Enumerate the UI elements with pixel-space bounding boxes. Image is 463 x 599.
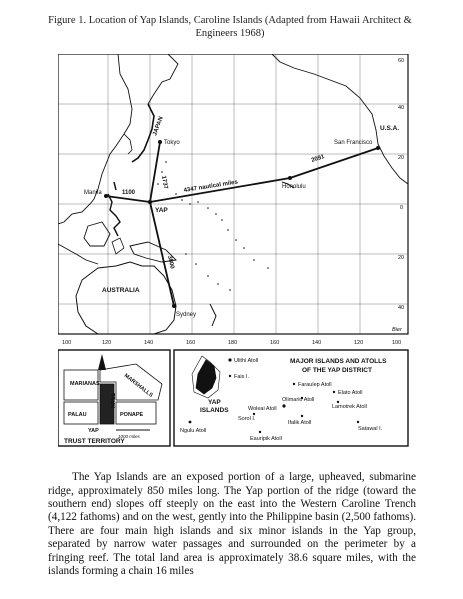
label-sydney: Sydney — [176, 312, 197, 318]
svg-text:100: 100 — [392, 340, 402, 346]
atoll-ifalik: Ifalik Atoll — [288, 420, 312, 426]
yap-inset-title-2: OF THE YAP DISTRICT — [302, 367, 372, 374]
trust-yap: YAP — [88, 428, 99, 434]
label-australia: AUSTRALIA — [102, 287, 140, 294]
svg-text:140: 140 — [312, 340, 322, 346]
location-map-figure — [58, 54, 410, 454]
svg-text:60: 60 — [398, 58, 405, 64]
distance-yap-honolulu: 4347 nautical miles — [183, 179, 239, 194]
svg-text:160: 160 — [186, 340, 196, 346]
map-credit: Bier — [392, 327, 402, 333]
distance-yap-tokyo: 1737 — [160, 175, 169, 190]
distance-yap-sydney: 3800 — [166, 255, 175, 270]
label-yap: YAP — [155, 207, 168, 214]
svg-text:120: 120 — [354, 340, 364, 346]
trust-marianas: MARIANAS — [70, 381, 100, 387]
svg-text:40: 40 — [398, 305, 405, 311]
trust-title: TRUST TERRITORY — [64, 438, 125, 445]
label-san-francisco: San Francisco — [334, 140, 373, 146]
svg-text:160: 160 — [270, 340, 280, 346]
yap-islands-label-2: ISLANDS — [200, 407, 229, 414]
svg-text:180: 180 — [228, 340, 238, 346]
body-paragraph: The Yap Islands are an exposed portion of a large, upheaved, submarine ridge, approximately 850 miles long. The Yap portion of the ridge (toward the southern end) slopes off steeply on the east into the Western Caroline Trench (4,122 fathoms) and on the west, gently into the Philippine basin (2,500 fathoms). There are four main high islands and six minor islands in the Yap group, separated by narrow water passages and surrounded on the perimeter by a fringing reef. The total land area is approximately 38.6 square miles, with the islands forming a chain 16 miles — [48, 471, 416, 578]
atoll-fais: Fais I. — [234, 374, 249, 380]
atoll-woleai: Woleai Atoll — [248, 406, 277, 412]
atoll-olimario: Olimario Atoll — [282, 397, 315, 403]
atoll-satawal: Satawal I. — [358, 426, 383, 432]
trust-marshalls: MARSHALLS — [122, 372, 154, 399]
longitude-ticks — [62, 340, 401, 346]
label-tokyo: Tokyo — [164, 140, 180, 146]
label-usa: U.S.A. — [380, 125, 400, 132]
label-honolulu: Honolulu — [282, 184, 306, 190]
trust-palau: PALAU — [68, 412, 87, 418]
svg-text:20: 20 — [398, 155, 405, 161]
trust-territory-inset — [58, 350, 170, 446]
svg-text:140: 140 — [144, 340, 154, 346]
distance-manila-yap: 1100 — [122, 190, 136, 196]
label-japan: JAPAN — [152, 115, 165, 137]
trust-ponape: PONAPE — [120, 412, 144, 418]
svg-text:40: 40 — [398, 105, 405, 111]
svg-text:20: 20 — [398, 255, 405, 261]
yap-inset-title-1: MAJOR ISLANDS AND ATOLLS — [290, 358, 387, 365]
svg-text:100: 100 — [62, 340, 72, 346]
trust-truk: TRUK — [109, 393, 115, 409]
trust-scale: 1000 miles — [118, 434, 140, 439]
atoll-faraulep: Faraulep Atoll — [298, 382, 332, 388]
atoll-lamotrek: Lamotrek Atoll — [332, 404, 367, 410]
label-manila: Manila — [84, 190, 102, 196]
atoll-ulithi: Ulithi Atoll — [234, 358, 259, 364]
atoll-eauripik: Eauripik Atoll — [250, 436, 282, 442]
yap-district-inset — [174, 350, 408, 446]
atoll-sorol: Sorol I. — [238, 416, 256, 422]
figure-caption: Figure 1. Location of Yap Islands, Caroline Islands (Adapted from Hawaii Architect & Engineers 1968) — [48, 15, 412, 39]
main-map — [58, 54, 408, 334]
atoll-ngulu: Ngulu Atoll — [180, 428, 207, 434]
svg-text:120: 120 — [102, 340, 112, 346]
yap-islands-label-1: YAP — [208, 399, 221, 406]
atoll-elato: Elato Atoll — [338, 390, 363, 396]
svg-text:0: 0 — [400, 205, 404, 211]
distance-honolulu-sf: 2091 — [310, 154, 326, 164]
